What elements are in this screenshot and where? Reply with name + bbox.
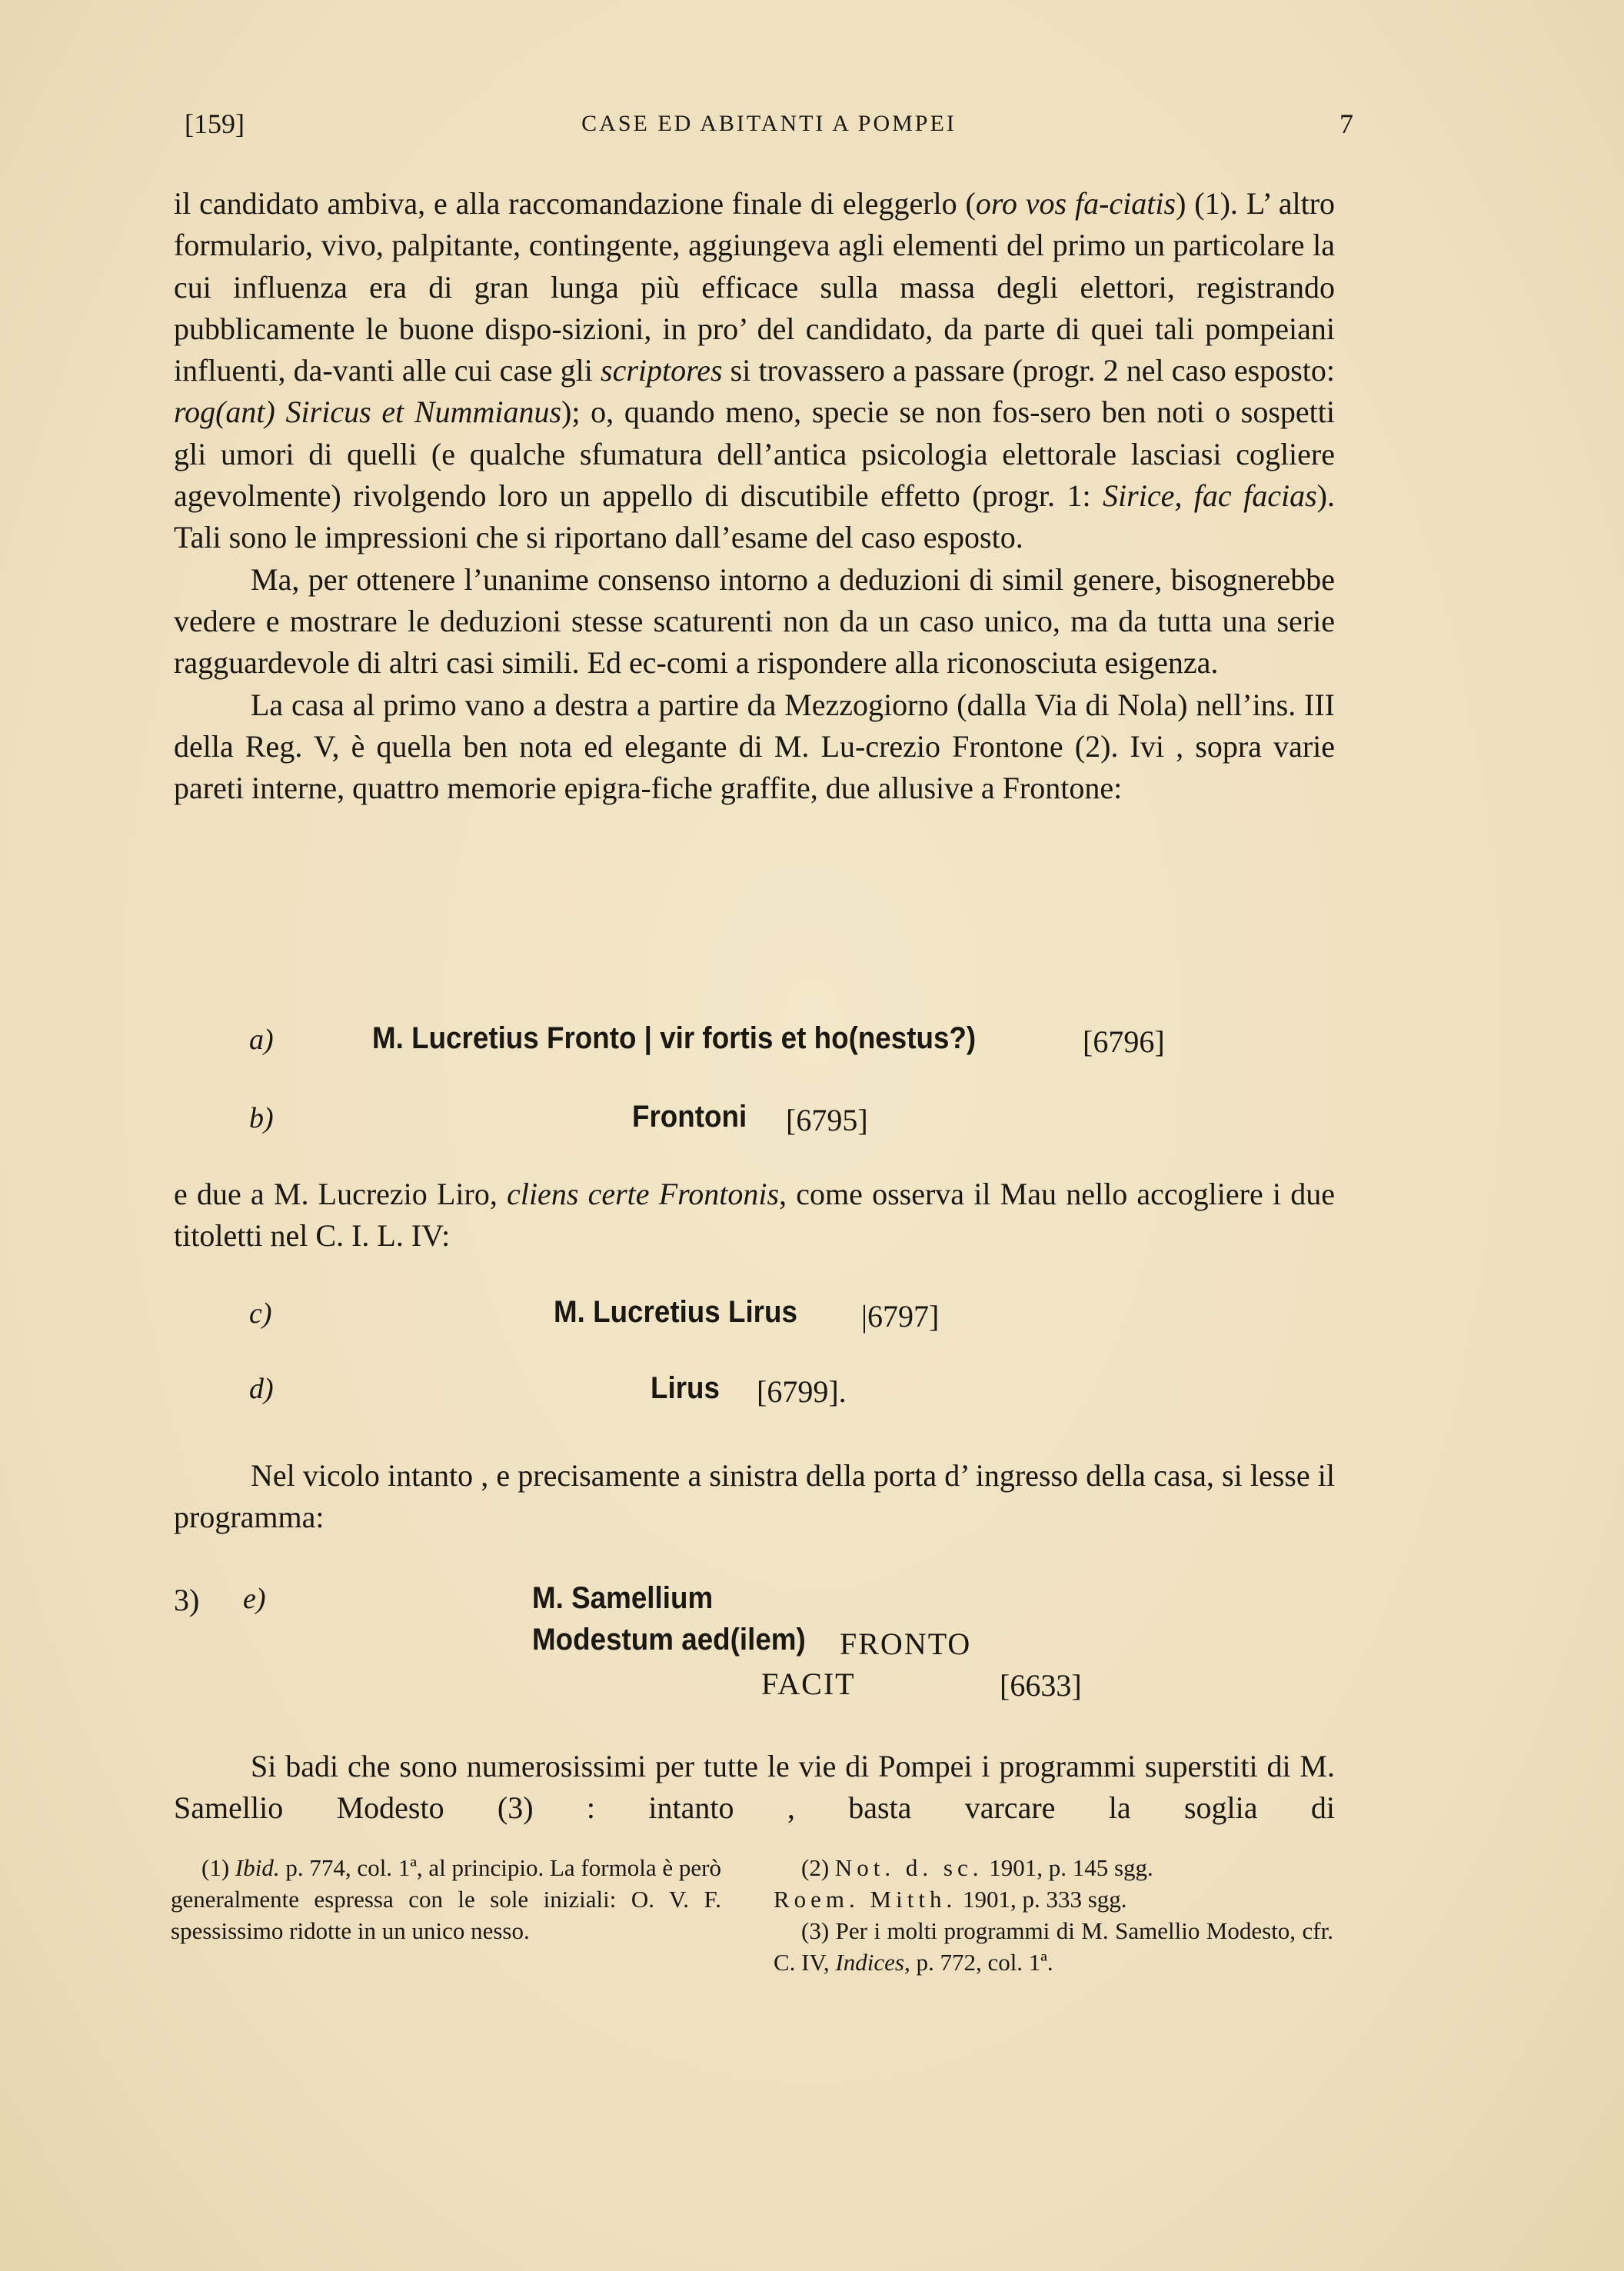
inscription-label-e: e)	[243, 1583, 266, 1615]
inscription-a-text: M. Lucretius Fronto | vir fortis et ho(nestus?)	[372, 1021, 977, 1055]
paragraph-4: e due a M. Lucrezio Liro, cliens certe Frontonis, come osserva il Mau nello accogliere i due titoletti nel C. I. L. IV:	[174, 1177, 1335, 1254]
paragraph-1: il candidato ambiva, e alla raccomandazione finale di eleggerlo (oro vos fa-ciatis) (1). L’ altro formulario, vivo, palpitante, contingente, aggiungeva agli elementi del primo un particolare la cui influenza era di gran lunga più efficace sulla massa degli elettori, registrando pubblicamente le buone dispo-sizioni, in pro’ del candidato, da parte di quei tali pompeiani influenti, da-vanti alle cui case gli scriptores si trovassero a passare (progr. 2 nel caso esposto: rog(ant) Siricus et Nummianus); o, quando meno, specie se non fos-sero ben noti o sospetti gli umori di quelli (e qualche sfumatura dell’antica psicologia elettorale lasciasi cogliere agevolmente) rivolgendo loro un appello di discutibile effetto (progr. 1: Sirice, fac facias). Tali sono le impressioni che si riportano dall’esame del caso esposto.	[174, 186, 1336, 555]
inscription-d	[651, 1371, 726, 1406]
inscription-e-ref: [6633]	[1000, 1668, 1082, 1703]
running-title: CASE ED ABITANTI A POMPEI	[581, 111, 957, 136]
main-text	[174, 183, 1335, 809]
footnotes-2-3	[774, 1852, 1333, 1978]
inscription-b	[632, 1100, 757, 1134]
footnote-3: (3) Per i molti programmi di M. Samellio Modesto, cfr. C. IV, Indices, p. 772, col. 1ª.	[774, 1917, 1333, 1976]
inscription-e-fronto: FRONTO	[840, 1627, 972, 1661]
inscription-c-ref: |6797]	[861, 1299, 940, 1334]
paragraph-3: La casa al primo vano a destra a partire da Mezzogiorno (dalla Via di Nola) nell’ins. III della Reg. V, è quella ben nota ed elegante di M. Lu-crezio Frontone (2). Ivi , sopra varie pareti interne, quattro memorie epigra-fiche graffite, due allusive a Frontone:	[174, 687, 1335, 806]
inscription-label-b: b)	[249, 1102, 274, 1134]
inscription-a	[372, 1021, 1028, 1056]
running-header	[185, 108, 1353, 154]
inscription-e-line1: M. Samellium	[532, 1581, 714, 1615]
inscription-e-facit: FACIT	[761, 1667, 856, 1701]
inscription-a-ref: [6796]	[1083, 1024, 1165, 1059]
inscription-label-d: d)	[249, 1373, 274, 1405]
inscription-b-ref: [6795]	[786, 1103, 868, 1137]
inscription-e-line2: Modestum aed(ilem)	[532, 1623, 806, 1657]
inscription-d-ref: [6799].	[757, 1374, 847, 1409]
inscription-label-c: c)	[249, 1297, 272, 1330]
main-text-3	[174, 1455, 1335, 1539]
footnote-1: (1) Ibid. p. 774, col. 1ª, al principio. La formola è però generalmente espressa con le sole iniziali: O. V. F. spessissimo ridotte in un unico nesso.	[171, 1854, 721, 1944]
inscription-b-text: Frontoni	[632, 1100, 747, 1134]
inscription-c-text: M. Lucretius Lirus	[554, 1295, 797, 1329]
main-text-2	[174, 1174, 1335, 1257]
page-number: 7	[1339, 108, 1353, 139]
main-text-4	[174, 1746, 1335, 1830]
inscription-c	[554, 1295, 819, 1330]
paragraph-5: Nel vicolo intanto , e precisamente a sinistra della porta d’ ingresso della casa, si lesse il programma:	[174, 1458, 1335, 1535]
footnote-2: (2) Not. d. sc. 1901, p. 145 sgg.	[801, 1854, 1153, 1881]
paragraph-6: Si badi che sono numerosissimi per tutte le vie di Pompei i programmi superstiti di M. Samellio Modesto (3) : intanto , basta varcare la soglia di	[174, 1749, 1335, 1826]
inscription-d-text: Lirus	[651, 1371, 720, 1405]
inscription-label-a: a)	[249, 1024, 274, 1056]
footnote-2-cont: Roem. Mitth. 1901, p. 333 sgg.	[774, 1886, 1127, 1913]
page-bracket-number: [159]	[185, 108, 245, 139]
programma-number: 3)	[174, 1583, 200, 1617]
paragraph-2: Ma, per ottenere l’unanime consenso intorno a deduzioni di simil genere, bisognerebbe vedere e mostrare le deduzioni stesse scaturenti non da un caso unico, ma da tutta una serie ragguardevole di altri casi simili. Ed ec-comi a rispondere alla riconosciuta esigenza.	[174, 561, 1335, 681]
